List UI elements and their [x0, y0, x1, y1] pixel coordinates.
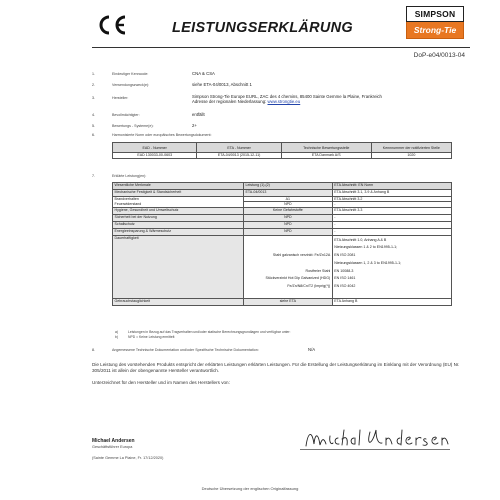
durability-standard-line: EN ISO 2081: [334, 253, 356, 258]
note-text: Leistungen in Bezug auf das Tragverhalten und/oder statische Berechnungsgrundlagen und verfügbar unter:: [128, 330, 291, 334]
field-label: Erklärte Leistung(en):: [112, 174, 147, 178]
perf-cell: ETA-04/0013: [243, 189, 332, 196]
field-number: 5.: [92, 124, 95, 128]
durability-material-line: [245, 237, 330, 245]
footer-note: Deutsche Übersetzung der englischen Originalfassung: [201, 486, 299, 491]
simpson-strong-tie-logo: [406, 6, 464, 42]
eta-table: [112, 142, 452, 159]
perf-cell: -: [332, 202, 451, 208]
declaration-paragraph: Die Leistung des vorstehenden Produkts entspricht der erklärten Leistungen erklärten Leistungen. Für die Erstellung der Leistungserklärung im Einklang mit der Verordnung (EU) Nr. 305/2011 ist allein der obengenannte Hersteller verantwortlich.: [92, 362, 460, 373]
field-number: 4.: [92, 113, 95, 117]
table-row: [113, 221, 452, 228]
field-number: 1.: [92, 72, 95, 76]
perf-cell: NPD: [243, 214, 332, 221]
field-number: 3.: [92, 96, 95, 100]
durability-row: [113, 235, 452, 298]
note-text: NPD = Keine Leistung ermittelt: [128, 335, 175, 339]
field-label: Hersteller:: [112, 96, 129, 100]
manufacturer-address: Simpson Strong-Tie Europe EURL, ZAC des 4 chemins, 85400 Sainte Gemme la Plaine, Frankreich: [192, 94, 382, 99]
field-value: CNA & CSA: [192, 71, 215, 76]
table-row: [113, 189, 452, 196]
logo-bottom-text: Strong-Tie: [406, 22, 464, 39]
logo-top-text: SIMPSON: [406, 6, 464, 22]
perf-cell: Dauerhaftigkeit: [113, 235, 244, 298]
durability-material-line: Rostfreier Stahl: [305, 268, 331, 273]
eta-header-cell: ETA - Nummer: [197, 143, 281, 153]
perf-cell: NPD: [243, 202, 332, 208]
perf-cell: Hygiene, Gesundheit und Umweltschutz: [113, 207, 244, 214]
signatory-role: Geschäftsführer Europa: [92, 445, 133, 449]
eta-header-cell: Technische Bewertungsstelle: [281, 143, 371, 153]
perf-cell: ETA Abschnitt 3.1, 3.9 & Anhang B: [332, 189, 451, 196]
document-number: DoP-e04/0013-04: [413, 52, 465, 59]
table-row: [113, 153, 452, 159]
field-number: 2.: [92, 83, 95, 87]
field-value: entfällt: [192, 112, 205, 117]
table-row: [113, 207, 452, 214]
manufacturer-value: [192, 94, 472, 105]
perf-cell: Sicherheit bei der Nutzung: [113, 214, 244, 221]
perf-cell: A1: [243, 196, 332, 202]
field-number: 8.: [92, 348, 95, 352]
perf-cell: Brandverhalten: [113, 196, 244, 202]
perf-header-cell: Wesentliche Merkmale: [113, 183, 244, 190]
field-number: 7.: [92, 174, 95, 178]
perf-cell: Schallschutz: [113, 221, 244, 228]
perf-cell: Keine Gefahrstoffe: [243, 207, 332, 214]
regional-office-line: [192, 99, 472, 104]
perf-cell: -: [332, 221, 451, 228]
durability-material-line: Fe/Zn/N8/Cn/T2 (Imprig(*)): [287, 284, 331, 289]
eta-cell: ETA-04/0013 (2015-12-11): [197, 153, 281, 159]
field-label: Harmonisierte Norm oder europäisches Bewertungsdokument:: [112, 133, 212, 137]
durability-standard-line: EN ISO 1461: [334, 276, 356, 281]
field-label: Angemessene Technische Dokumentation und/oder Spezifische Technische Dokumentation:: [112, 348, 259, 352]
ce-mark-logo: [95, 14, 129, 36]
perf-cell: NPD: [243, 221, 332, 228]
field-value: siehe ETA-04/0013, Abschnitt 1: [192, 82, 252, 87]
durability-standard-line: EN 10088-3: [334, 268, 354, 273]
field-label: Eindeutiger Kenncode:: [112, 72, 149, 76]
perf-cell: ETA Abschnitt 3.2: [332, 196, 451, 202]
durability-standard-line: Nietzungsklassen 1 & 2 to EN1995-1-1;: [334, 245, 398, 250]
signature-line: [300, 449, 450, 450]
signature-place-date: (Sainte Gemme La Plaine, Fr. 17/12/2020): [92, 456, 164, 460]
signatory-name: Michael Andersen: [92, 438, 135, 444]
durability-standard-line: EN ISO 4042: [334, 284, 356, 289]
perf-cell: Energieeinsparung & Wärmeschutz: [113, 228, 244, 235]
durability-material-line: Stückverzinkt Hot Dip Galvanized (HDG): [265, 276, 331, 281]
note-key: b): [115, 335, 119, 339]
eta-header-cell: EAD - Nummer: [113, 143, 197, 153]
eta-cell: 1020: [371, 153, 451, 159]
perf-cell: -: [332, 214, 451, 221]
durability-material-line: Stahl galvanisch verzinkt: Fe/Zn12A: [272, 253, 331, 258]
signed-for-paragraph: Unterzeichnet für den Hersteller und im Namen des Herstellers von:: [92, 380, 230, 385]
note-key: a): [115, 330, 119, 334]
document-title: LEISTUNGSERKLÄRUNG: [172, 20, 354, 36]
field-value: N/A: [308, 347, 316, 352]
perf-cell: ETA Anhang B: [332, 298, 451, 305]
field-label: Verwendungszweck(e):: [112, 83, 150, 87]
perf-header-cell: ETA Abschnitt: EN Norm: [332, 183, 451, 190]
field-value: 2+: [192, 123, 197, 128]
perf-cell: Mechanische Festigkeit & Standsicherheit: [113, 189, 244, 196]
perf-header-cell: Leistung (1),(2): [243, 183, 332, 190]
durability-standards: [332, 235, 451, 298]
perf-cell: Gebrauchstauglichkeit: [113, 298, 244, 305]
perf-cell: -: [332, 228, 451, 235]
perf-cell: ETA Abschnitt 3.3: [332, 207, 451, 214]
table-row: [113, 298, 452, 305]
durability-material-line: [245, 260, 330, 268]
durability-standard-line: ETA Abschnitt 1.0, Anhang A & B: [334, 237, 387, 242]
eta-table-header: [113, 143, 452, 153]
perf-cell: siehe ETA: [243, 298, 332, 305]
header-divider: [92, 47, 470, 48]
durability-material-line: [245, 244, 330, 252]
durability-standard-line: Nietzungsklassen 1, 2 & 3 to EN1995-1-1;: [334, 260, 402, 265]
website-link[interactable]: www.strongtie.eu: [267, 99, 301, 105]
durability-materials: [243, 235, 332, 298]
perf-cell: Feuerwiderstand: [113, 202, 244, 208]
perf-cell: NPD: [243, 228, 332, 235]
table-row: [113, 214, 452, 221]
field-label: Bevollmächtigter:: [112, 113, 140, 117]
eta-cell: ETA Danmark A/S: [281, 153, 371, 159]
eta-header-cell: Kennnummer der notifizierten Stelle: [371, 143, 451, 153]
field-number: 6.: [92, 133, 95, 137]
field-label: Bewertungs - Systeme(e):: [112, 124, 154, 128]
eta-cell: EAD 130033-00-0603: [113, 153, 197, 159]
performance-table: [112, 182, 452, 306]
table-row: [113, 228, 452, 235]
regional-office-label: Adresse der regionalen Niederlassung:: [192, 99, 268, 105]
